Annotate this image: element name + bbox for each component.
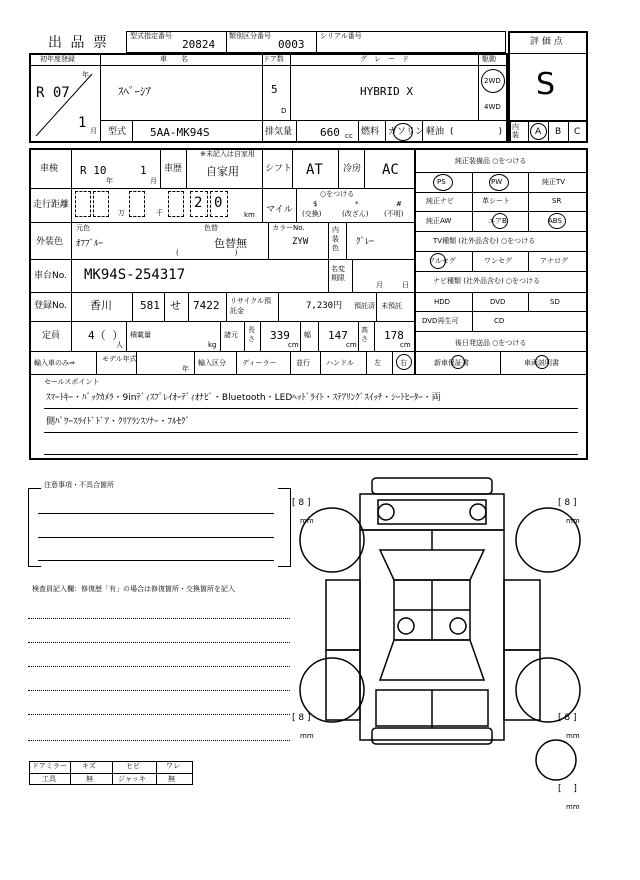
model-year-label: モデル年式 (102, 355, 137, 363)
tread-rr: [ 8 ] (558, 713, 577, 723)
interior-label: 内装 (512, 123, 519, 139)
model-cert-value: 20824 (182, 38, 216, 51)
length-cm: cm (288, 341, 299, 349)
doors-value: 5 (271, 83, 278, 96)
fuel-bracket: ( ) (450, 127, 503, 137)
unknown-label: (不明) (384, 210, 404, 218)
mileage-km: km (244, 211, 255, 219)
recycle-paid: 預託済 (354, 302, 375, 310)
load-label: 積載量 (130, 331, 151, 339)
inspect-month: 1 (140, 164, 147, 177)
paint-paren: ( ) (176, 249, 238, 257)
fuel-diesel: 軽油 (426, 127, 445, 137)
equip-ps: PS (437, 178, 446, 186)
history-label: 車歴 (164, 164, 183, 174)
name-change-month: 月 (376, 281, 383, 289)
first-reg-month: 1 (78, 115, 87, 131)
month-unit: 月 (90, 127, 97, 135)
navi-hdd: HDD (434, 298, 451, 306)
tv-fullseg: フルセグ (428, 257, 456, 265)
form-title: 出 品 票 (48, 35, 109, 51)
left-front-door (326, 580, 360, 650)
equipment-label: 純正装備品 ○をつける (455, 157, 527, 165)
inspector-label: 検査員記入欄：修復歴「有」の場合は修復箇所・交換箇所を記入 (32, 585, 235, 593)
orig-color-label: 元色 (76, 224, 90, 232)
recycle-label: リサイクル預託金 (230, 297, 272, 315)
load-kg: kg (208, 341, 217, 349)
first-reg-label: 初年度登録 (40, 55, 75, 63)
legend-header-1: キズ (82, 762, 96, 770)
equip-pw: PW (491, 178, 503, 186)
registration-label: 登録No. (34, 301, 67, 311)
cd-label: CD (494, 317, 505, 325)
first-reg-year: R 07 (36, 85, 70, 101)
drive-4wd: 4WD (484, 103, 501, 111)
interior-color-value: ｸﾞﾚｰ (356, 237, 375, 247)
car-name-label: 車 名 (160, 55, 188, 63)
door-suffix: D (281, 107, 287, 115)
rating-value: S (536, 67, 556, 102)
tread-fl-mm: mm (300, 517, 314, 525)
displacement-label: 排気量 (265, 127, 293, 137)
navi-dvd: DVD (490, 298, 506, 306)
marker-roof-left (398, 618, 414, 634)
year-unit: 年 (82, 71, 89, 79)
height-value: 178 (384, 329, 404, 342)
marker-roof-right (450, 618, 466, 634)
width-value: 147 (328, 329, 348, 342)
legend-row-0: 工具 (42, 775, 56, 783)
tv-type-label: TV種類 (社外品含む) ○をつける (433, 237, 536, 245)
tread-rr-mm: mm (566, 732, 580, 740)
car-damage-diagram (290, 470, 600, 800)
equip-pw-circle (489, 174, 509, 191)
rear-bumper (372, 728, 492, 744)
tv-fullseg-circle (430, 253, 446, 269)
tv-oneseg: ワンセグ (484, 257, 512, 265)
front-right-wheel (516, 508, 580, 572)
front-bumper (372, 478, 492, 494)
equip-abs-circle (548, 213, 566, 229)
drive-label: 駆動 (482, 55, 496, 63)
type-value: 5AA-MK94S (150, 126, 210, 139)
fuel-gasoline-circle (393, 123, 413, 141)
inspect-label: 車検 (40, 164, 59, 174)
rear-window (380, 640, 484, 680)
spare-tire (536, 740, 576, 780)
rear-right-wheel (516, 658, 580, 722)
later-manual-circle (535, 355, 549, 369)
tamper-label: (改ざん) (342, 210, 369, 218)
import-type-label: 輸入区分 (198, 359, 226, 367)
tread-spare: [ ] (558, 784, 577, 794)
handle-right: 右 (400, 359, 407, 367)
inspect-year-unit: 年 (106, 177, 113, 185)
tread-fr-mm: mm (566, 517, 580, 525)
legend-header-3: ワレ (166, 762, 180, 770)
navi-type-label: ナビ種類 (社外品含む) ○をつける (433, 277, 541, 285)
dvd-playback-label: DVD再生可 (422, 317, 459, 325)
equip-abs: ABS (548, 217, 562, 225)
equip-airbag: エアB (488, 217, 507, 225)
tamper-symbol: * (355, 200, 359, 208)
mileage-circle-hint: ○をつける (320, 190, 355, 198)
ac-value: AC (382, 162, 399, 178)
grade-label: グ レ ー ド (360, 55, 409, 63)
tread-fr: [ 8 ] (558, 498, 577, 508)
capacity-label: 定員 (42, 331, 61, 341)
interior-color-label: 内装色 (332, 226, 339, 252)
mileage-sen: 千 (156, 209, 163, 217)
displacement-value: 660 (320, 126, 340, 139)
fuel-gasoline: ガソリン (388, 127, 425, 137)
registration-number: 7422 (193, 299, 220, 312)
registration-region: 香川 (90, 299, 112, 312)
color-code-label: カラーNo. (272, 224, 305, 232)
model-cert-label: 型式指定番号 (130, 32, 172, 40)
capacity-value: 4（ ） (88, 329, 124, 342)
type-label: 型式 (108, 127, 127, 137)
color-code-value: ZYW (292, 237, 309, 247)
import-label: 輸入車のみ⇒ (34, 359, 75, 367)
inspect-value: R 10 (80, 164, 107, 177)
legend-header-0: ドアミラー (32, 762, 67, 770)
ac-label: 冷房 (343, 164, 362, 174)
exchange-symbol: $ (313, 200, 318, 208)
name-change-label: 名変期限 (331, 265, 345, 282)
inspect-month-unit: 月 (150, 177, 157, 185)
equip-airbag-circle (492, 213, 508, 229)
dims-label: 諸元 (224, 331, 238, 339)
equip-tv: 純正TV (542, 178, 566, 186)
fuel-label: 燃料 (361, 127, 380, 137)
rating-label: 評 価 点 (530, 37, 563, 47)
category-value: 0003 (278, 38, 305, 51)
registration-kana: せ (170, 299, 181, 312)
length-value: 339 (270, 329, 290, 342)
tv-analog: アナログ (540, 257, 568, 265)
handle-label: ハンドル (326, 359, 354, 367)
import-dealer: ディーラー (242, 359, 277, 367)
later-ship-label: 後日発送品 ○をつける (455, 339, 527, 347)
tread-fl: [ 8 ] (292, 498, 311, 508)
shift-value: AT (306, 162, 323, 178)
paint-value: 色替無 (214, 237, 247, 250)
registration-class: 581 (140, 299, 160, 312)
mileage-d1: 2 (194, 195, 203, 211)
mileage-label: 走行距離 (33, 200, 70, 210)
exchange-label: (交換) (302, 210, 322, 218)
caution-label: 注意事項・不具合箇所 (44, 481, 114, 489)
name-change-day: 日 (402, 281, 409, 289)
navi-sd: SD (550, 298, 560, 306)
front-left-wheel (300, 508, 364, 572)
tread-rl-mm: mm (300, 732, 314, 740)
legend-row-3: 無 (168, 775, 175, 783)
equip-aw: 純正AW (426, 217, 452, 225)
width-label: 幅 (304, 331, 311, 339)
drive-2wd: 2WD (484, 77, 501, 85)
history-value: 自家用 (206, 165, 239, 178)
windshield (380, 550, 484, 580)
sales-line2: 側ﾊﾟﾜｰｽﾗｲﾄﾞﾄﾞｱ・ｸﾘｱﾗﾝｽｿﾅｰ・ﾌﾙｾｸﾞ (46, 417, 191, 427)
later-warranty: 新車保証書 (434, 359, 469, 367)
recycle-value: 7,230円 (306, 301, 343, 311)
sales-line1: ｽﾏｰﾄｷｰ・ﾊﾞｯｸｶﾒﾗ・9inﾃﾞｨｽﾌﾟﾚｲｵｰﾃﾞｨｵﾅﾋﾞ・Bluetooth・LEDﾍｯﾄﾞﾗｲﾄ・ｽﾃｱﾘﾝｸﾞｽｲｯﾁ・ｼｰﾄﾋｰﾀｰ・両 (46, 393, 441, 403)
legend-row-1: 無 (86, 775, 93, 783)
width-cm: cm (346, 341, 357, 349)
tread-rl: [ 8 ] (292, 713, 311, 723)
equip-navi: 純正ナビ (426, 197, 454, 205)
handle-left: 左 (374, 359, 381, 367)
rear-left-wheel (300, 658, 364, 722)
doors-label: ドア数 (263, 55, 284, 63)
headlight-left (378, 504, 394, 520)
car-name-value: ｽﾍﾟｰｼｱ (118, 85, 151, 98)
equip-sr: SR (552, 197, 562, 205)
mileage-d2: 0 (214, 195, 223, 211)
paint-label: 色替 (204, 224, 218, 232)
orig-color-value: ｵﾌﾌﾞﾙｰ (76, 239, 104, 249)
model-year-unit: 年 (182, 365, 189, 373)
import-parallel: 並行 (296, 359, 310, 367)
length-label: 長さ (248, 326, 255, 343)
grade-value: HYBRID X (360, 85, 413, 98)
shift-label: シフト (265, 164, 293, 174)
mileage-man: 万 (118, 209, 125, 217)
interior-a: A (535, 127, 542, 137)
recycle-unpaid: 未預託 (381, 302, 402, 310)
headlight-right (470, 504, 486, 520)
right-front-door (504, 580, 540, 650)
later-manual: 車両説明書 (524, 359, 559, 367)
mileage-mile: マイル (266, 205, 293, 215)
capacity-unit: 人 (116, 341, 123, 349)
legend-row-2: ジャッキ (118, 775, 146, 783)
height-label: 高さ (361, 326, 368, 343)
interior-c: C (574, 127, 581, 137)
chassis-value: MK94S-254317 (84, 267, 186, 283)
category-label: 類別区分番号 (229, 32, 271, 40)
height-cm: cm (400, 341, 411, 349)
tread-spare-mm: mm (566, 803, 580, 811)
equip-leather: 革シート (482, 197, 510, 205)
later-warranty-circle (451, 355, 465, 369)
equip-ps-circle (433, 174, 453, 191)
unknown-symbol: # (396, 200, 402, 208)
cc-unit: cc (345, 132, 353, 140)
serial-label: シリアル番号 (320, 32, 362, 40)
sales-label: セールスポイント (44, 378, 100, 386)
history-note: ※未記入は自家用 (200, 150, 255, 158)
color-label: 外装色 (36, 237, 64, 247)
interior-b: B (555, 127, 562, 137)
legend-header-2: ヒビ (126, 762, 140, 770)
chassis-label: 車台No. (34, 271, 67, 281)
